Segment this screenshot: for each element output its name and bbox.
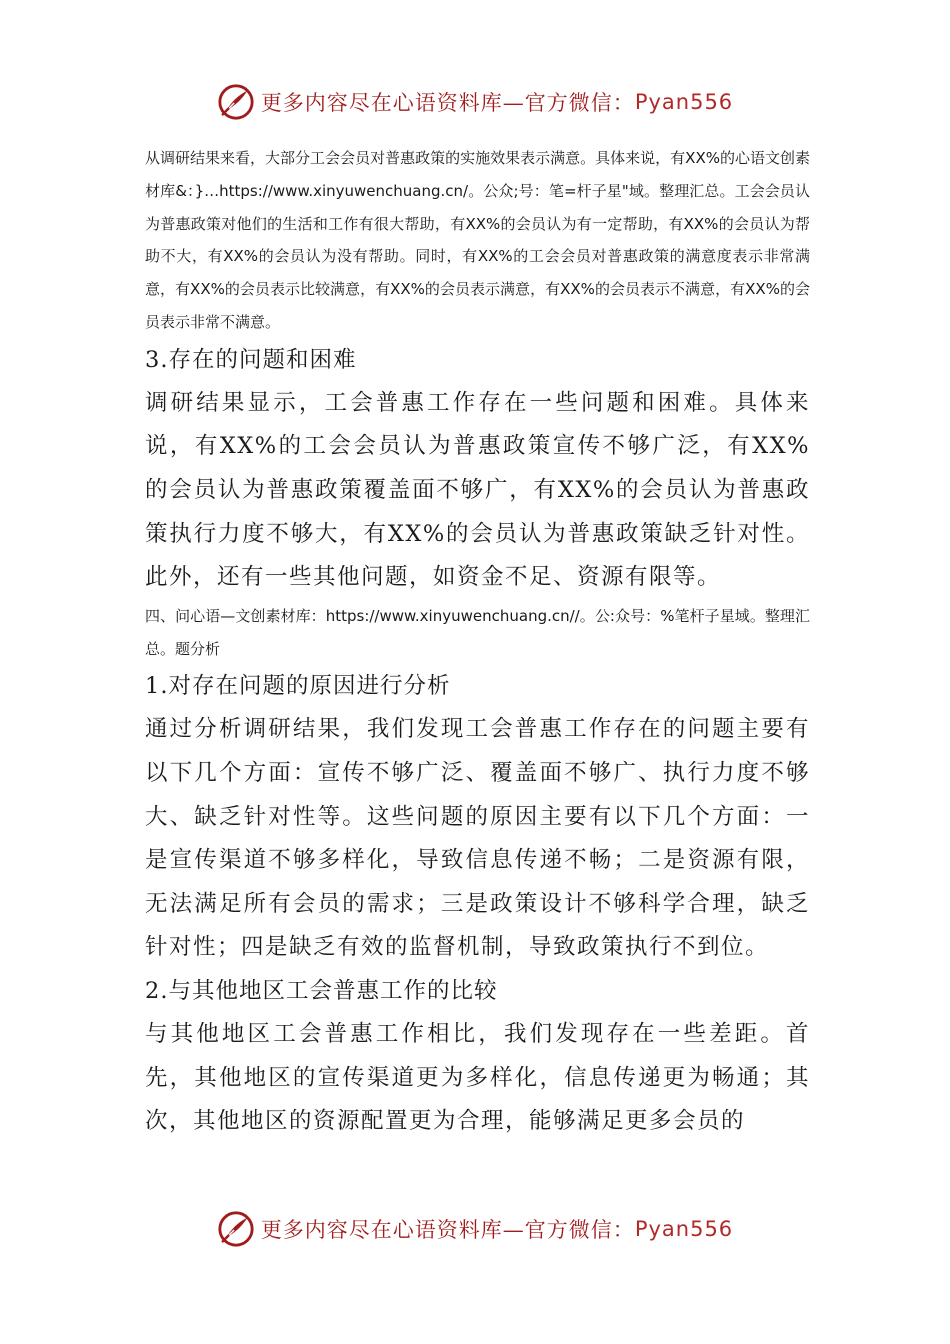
- section-four-heading: 四、问心语—文创素材库：https://www.xinyuwenchuang.cn//。公:众号：%笔杆子星域。整理汇总。题分析: [145, 606, 810, 658]
- header-banner: [0, 82, 950, 122]
- paragraph-cause-analysis: 通过分析调研结果，我们发现工会普惠工作存在的问题主要有以下几个方面：宣传不够广泛、覆盖面不够广、执行力度不够大、缺乏针对性等。这些问题的原因主要有以下几个方面：一是宣传渠道不够多样化，导致信息传递不畅；二是资源有限，无法满足所有会员的需求；三是政策设计不够科学合理，缺乏针对性；四是缺乏有效的监督机制，导致政策执行不到位。: [145, 716, 810, 961]
- quill-logo-icon: [217, 83, 255, 121]
- document-body: [145, 142, 810, 1144]
- quill-logo-icon: [217, 1210, 255, 1248]
- banner-contact: Pyan556: [634, 90, 734, 114]
- heading-problems: 3.存在的问题和困难: [145, 346, 357, 373]
- footer-banner: [0, 1209, 950, 1249]
- banner-text: 更多内容尽在心语资料库—官方微信：: [260, 91, 635, 115]
- paragraph-comparison: 与其他地区工会普惠工作相比，我们发现存在一些差距。首先，其他地区的宣传渠道更为多样化，信息传递更为畅通；其次，其他地区的资源配置更为合理，能够满足更多会员的: [145, 1020, 810, 1135]
- paragraph-problems: 调研结果显示，工会普惠工作存在一些问题和困难。具体来说，有XX%的工会会员认为普惠政策宣传不够广泛，有XX%的会员认为普惠政策覆盖面不够广，有XX%的会员认为普惠政策执行力度不够大，有XX%的会员认为普惠政策缺乏针对性。此外，还有一些其他问题，如资金不足、资源有限等。: [145, 389, 810, 591]
- heading-cause-analysis: 1.对存在问题的原因进行分析: [145, 673, 451, 700]
- banner-contact: Pyan556: [634, 1217, 734, 1241]
- banner-text: 更多内容尽在心语资料库—官方微信：: [260, 1218, 635, 1242]
- paragraph-survey-results: 从调研结果来看，大部分工会会员对普惠政策的实施效果表示满意。具体来说，有XX%的心语文创素材库&：}…https://www.xinyuwenchuang.cn/。公众;号：笔=杆子星"域。整理汇总。工会会员认为普惠政策对他们的生活和工作有很大帮助，有XX%的会员认为有一定帮助，有XX%的会员认为帮助不大，有XX%的会员认为没有帮助。同时，有XX%的工会会员对普惠政策的满意度表示非常满意，有XX%的会员表示比较满意，有XX%的会员表示满意，有XX%的会员表示不满意，有XX%的会员表示非常不满意。: [145, 149, 810, 331]
- heading-comparison: 2.与其他地区工会普惠工作的比较: [145, 977, 498, 1004]
